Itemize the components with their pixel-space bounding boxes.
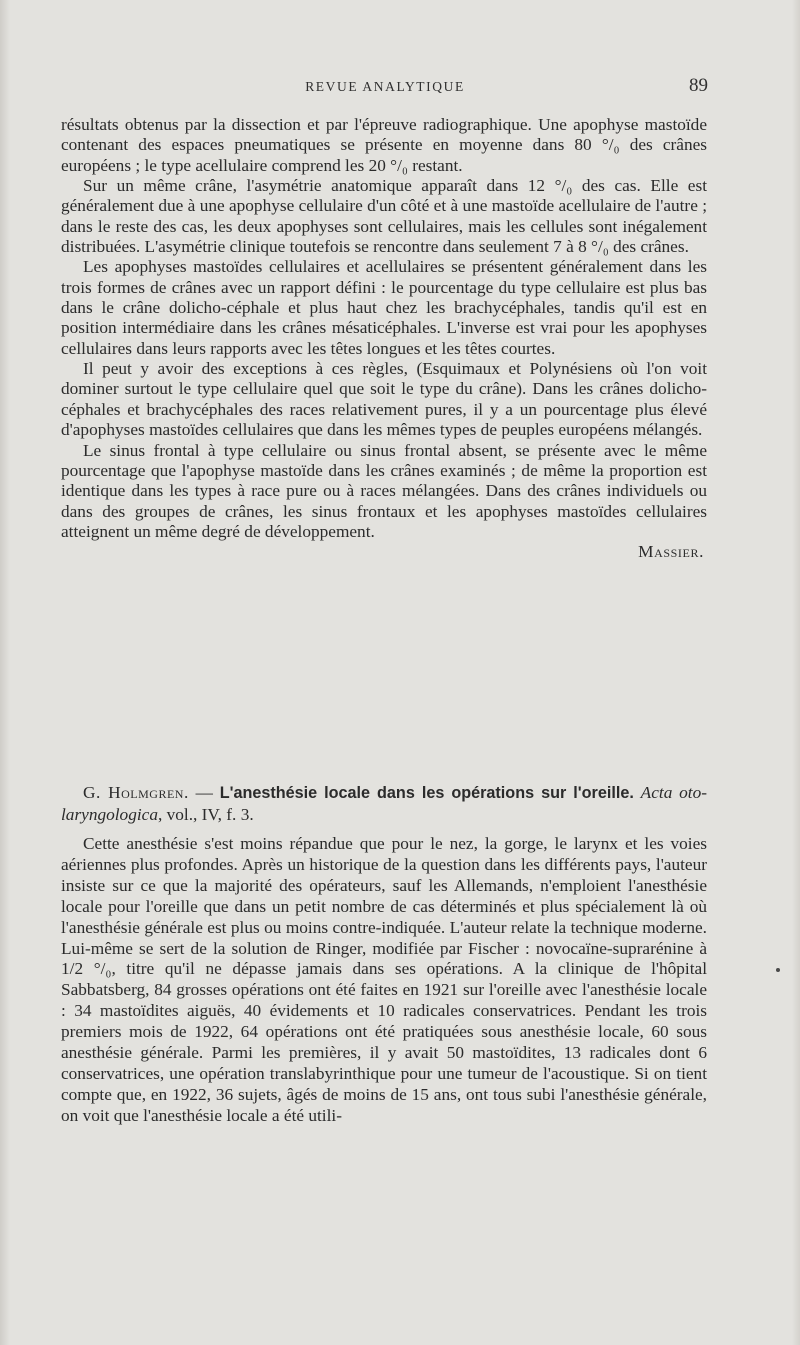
review-2-heading: [61, 782, 707, 825]
review-1-paragraph-4: Il peut y avoir des exceptions à ces règles, (Esquimaux et Polynésiens où l'on voit dominer surtout le type cellulaire quel que soit le type du crâne). Dans les crânes dolicho-céphales et brachycéphales des races relativement pures, il y a un pourcentage plus élevé d'apophyses mastoïdes cellulaires que dans les mêmes types de peuples européens mélangés.: [61, 359, 707, 440]
review-1-paragraph-5: Le sinus frontal à type cellulaire ou sinus frontal absent, se présente avec le même pourcentage que l'apophyse mastoïde dans les crânes examinés ; de même la proportion est identique dans les types à race pure ou à races mélangées. Dans des crânes individuels ou dans des groupes de crânes, les sinus frontaux et les apophyses mastoïdes cellulaires atteignent un même degré de développement.: [61, 440, 707, 541]
running-head: [62, 75, 708, 101]
scan-speck: [776, 968, 780, 972]
running-title: REVUE ANALYTIQUE: [305, 79, 465, 94]
review-1-paragraph-3: Les apophyses mastoïdes cellulaires et acellulaires se présentent généralement dans les trois formes de crânes avec un rapport défini : le pourcentage du type cellulaire est plus bas dans le crâne dolicho-céphale et plus haut chez les brachycéphales, tandis qu'il est en position intermédiaire dans les crânes mésaticéphales. L'inverse est vrai pour les apophyses cellulaires dans leurs rapports avec les têtes longues et les têtes courtes.: [61, 257, 707, 358]
review-2-journal: Acta oto-laryngologica: [61, 783, 708, 824]
scan-edge-right: [792, 0, 800, 1345]
review-2-dash: —: [188, 783, 220, 802]
review-2-title: L'anesthésie locale dans les opérations sur l'oreille.: [219, 784, 634, 802]
review-2-body: [61, 834, 707, 1127]
scan-edge-left: [0, 0, 10, 1345]
page-number: 89: [689, 75, 708, 96]
review-1-body: [61, 115, 707, 563]
review-2-citation: , vol., IV, f. 3.: [157, 805, 254, 824]
review-1-paragraph-1: résultats obtenus par la dissection et par l'épreuve radiographique. Une apophyse mastoïde contenant des espaces pneumatiques se présente en moyenne dans 80 °/₀ des crânes européens ; le type acellulaire comprend les 20 °/₀ restant.: [61, 115, 707, 175]
review-2-paragraph-1: Cette anesthésie s'est moins répandue que pour le nez, la gorge, le larynx et les voies aériennes plus profondes. Après un historique de la question dans les différents pays, l'auteur insiste sur ce que la majorité des opérateurs, sauf les Allemands, n'emploient l'anesthésie locale pour l'oreille que dans un petit nombre de cas déterminés et plus spécialement là où l'anesthésie générale est plus ou moins contre-indiquée. L'auteur relate la technique moderne. Lui-même se sert de la solution de Ringer, modifiée par Fischer : novocaïne-suprarénine à 1/2 °/₀, titre qu'il ne dépasse jamais dans ses opérations. A la clinique de l'hôpital Sabbatsberg, 84 grosses opérations ont été faites en 1921 sur l'oreille avec l'anesthésie locale : 34 mastoïdites aiguës, 40 évidements et 10 radicales conservatrices. Pendant les trois premiers mois de 1922, 64 opérations ont été pratiquées sous anesthésie locale, 60 sous anesthésie générale. Parmi les premières, il y avait 50 mastoïdites, 13 radicales dont 6 conservatrices, une opération translabyrinthique pour une tumeur de l'acoustique. Si on tient compte que, en 1922, 36 sujets, âgés de moins de 15 ans, ont tous subi l'anesthésie générale, on voit que l'anesthésie locale a été utili-: [61, 834, 707, 1125]
review-1-paragraph-2: Sur un même crâne, l'asymétrie anatomique apparaît dans 12 °/₀ des cas. Elle est généralement due à une apophyse cellulaire d'un côté et à une mastoïde acellulaire de l'autre ; dans le reste des cas, les deux apophyses sont cellulaires, mais les cellules sont inégalement distribuées. L'asymétrie clinique toutefois se rencontre dans seulement 7 à 8 °/₀ des crânes.: [61, 176, 707, 257]
review-2-author: G. Holmgren.: [83, 783, 189, 802]
review-1-signature: Massier.: [638, 542, 704, 562]
